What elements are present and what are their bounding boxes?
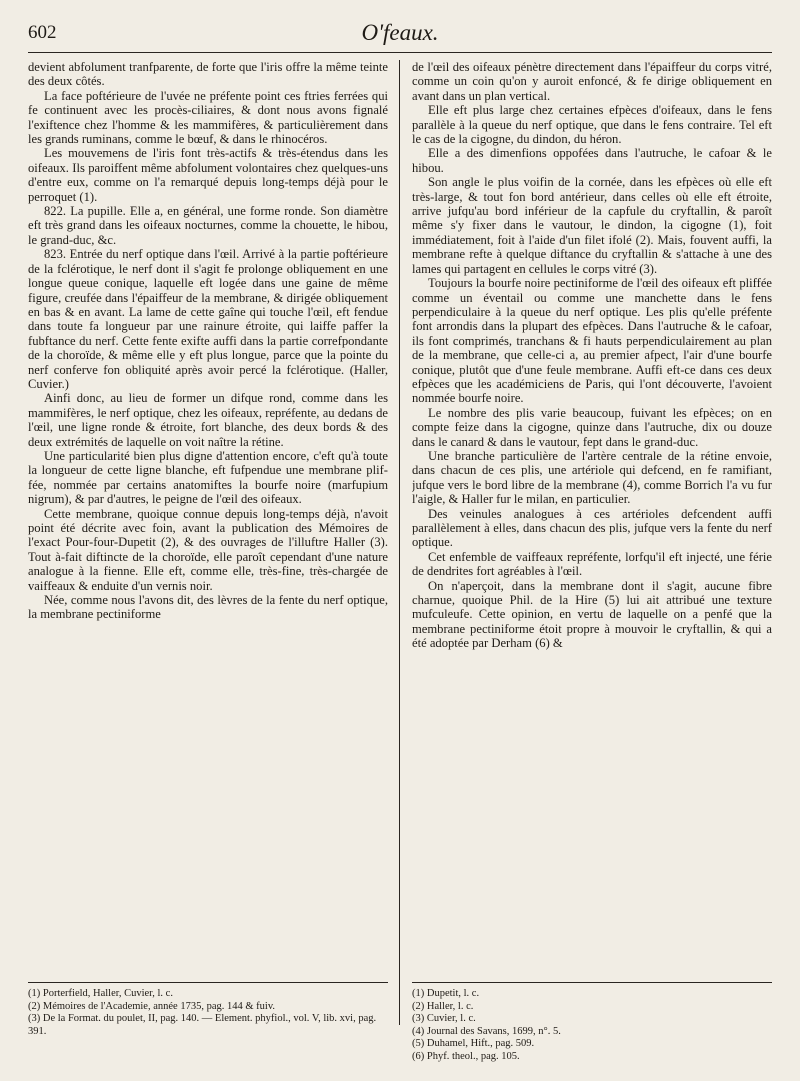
paragraph: devient abfolument tranfparente, de forte que l'iris offre la même teinte des deux côtés. [28,60,388,89]
paragraph: On n'aperçoit, dans la membrane dont il s'agit, aucune fibre charnue, quoique Phil. de la Hire (5) lui ait attribué une texture mufculeufe. Cette opinion, en vertu de laquelle on a penfé que la membrane pectiniforme étoit propre à mouvoir le cryftallin, & qui a été adoptée par Derham (6) & [412,578,772,651]
paragraph: 822. La pupille. Elle a, en général, une forme ronde. Son diamètre eft très grand dans les oifeaux nocturnes, comme la chouette, le hibou, le grand-duc, &c. [28,204,388,247]
left-column [28,60,388,980]
page-number: 602 [28,22,57,43]
footnotes-right [412,988,772,1064]
footnote: (4) Journal des Savans, 1699, n°. 5. [412,1025,561,1037]
paragraph: Ainfi donc, au lieu de former un difque rond, comme dans les mammifères, le nerf optique, chez les oifeaux, repréfente, au dedans de l'œil, une ligne ronde & étroite, fort blanche, des deux bords & des deux extrémités de laquelle on voit naître la rétine. [28,391,388,449]
header-rule [28,52,772,53]
footnote: (2) Mémoires de l'Academie, année 1735, pag. 144 & fuiv. [28,1000,276,1012]
footnote-rule-left [28,982,388,983]
paragraph: Elle a des dimenfions oppofées dans l'autruche, le cafoar & le hibou. [412,146,772,175]
footnote-rule-right [412,982,772,983]
paragraph: Cette membrane, quoique connue depuis long-temps déjà, n'avoit point été décrite avec foin, avant la publication des Mémoires de l'exact Pour-four-Dupetit (2), & des ouvrages de l'illuftre Haller (3). Tout à-fait diftincte de la choroïde, elle paroît cependant d'une nature analogue à la fienne. Elle eft, comme elle, très-fine, très-chargée de vaiffeaux & enduite d'un vernis noir. [28,506,388,593]
right-column [412,60,772,980]
paragraph: Une particularité bien plus digne d'attention encore, c'eft qu'à toute la longueur de cette ligne blanche, eft fufpendue une membrane plif-fée, nommée par certains anatomiftes la bourfe noire (marfupium nigrum), & par d'autres, le peigne de l'œil des oifeaux. [28,448,388,507]
footnote: (5) Duhamel, Hift., pag. 509. [412,1038,535,1050]
paragraph: Des veinules analogues à ces artérioles defcendent auffi parallèlement à elles, dans chacun des plis, jufque vers la fente du nerf optique. [412,506,772,550]
footnote: (6) Phyf. theol., pag. 105. [412,1050,520,1062]
paragraph: Une branche particulière de l'artère centrale de la rétine envoie, dans chacun de ces plis, une artériole qui defcend, en fe ramifiant, jufque vers le bord libre de la membrane (4), comme Borrich l'a vu fur l'aigle, & Haller fur le milan, en particulier. [412,448,772,507]
footnote: (3) Cuvier, l. c. [412,1013,476,1025]
paragraph: La face poftérieure de l'uvée ne préfente point ces ftries ferrées qui fe continuent avec les procès-ciliaires, & dont nous avons fignalé l'exiftence chez l'homme & les mammifères, & particulièrement dans les grands ruminans, comme le bœuf, & dans le rhinocéros. [28,88,388,147]
footnote: (3) De la Format. du poulet, II, pag. 140. — Element. phyfiol., vol. V, lib. xvi, pag. 391. [28,1013,377,1037]
footnote: (1) Dupetit, l. c. [412,988,480,999]
paragraph: Elle eft plus large chez certaines efpèces d'oifeaux, dans le fens parallèle à la queue du nerf optique, que dans le fens contraire. Tel eft le cas de la cigogne, du dindon, du héron. [412,103,772,147]
paragraph: Le nombre des plis varie beaucoup, fuivant les efpèces; on en compte feize dans la cigogne, quinze dans l'autruche, dix ou douze dans le canard & dans le vautour, fept dans le grand-duc. [412,405,772,449]
paragraph: 823. Entrée du nerf optique dans l'œil. Arrivé à la partie poftérieure de la fclérotique, le nerf dont il s'agit fe prolonge obliquement en une longue queue conique, laquelle eft logée dans une gaine de même figure, creufée dans l'épaiffeur de la membrane, & dirigée obliquement en bas & en avant. La lame de cette gaîne qui touche l'œil, eft fendue dans toute fa longueur par une rainure étroite, qui laiffe paffer la fubftance du nerf. Cette fente exifte auffi dans la partie correfpondante de la choroïde, & même elle y eft plus longue, parce que la pointe du nerf conferve fon obliquité après avoir percé la fclérotique. (Haller, Cuvier.) [28,247,388,391]
paragraph: Cet enfemble de vaiffeaux repréfente, lorfqu'il eft injecté, une férie de dendrites fort agréables à l'œil. [412,549,772,579]
running-title: O'feaux. [361,20,439,45]
paragraph: Les mouvemens de l'iris font très-actifs & très-étendus dans les oifeaux. Ils paroiffent même abfolument volontaires chez quelques-uns d'entre eux, comme on l'a remarqué depuis long-temps déjà pour le perroquet (1). [28,146,388,204]
paragraph: Son angle le plus voifin de la cornée, dans les efpèces où elle eft très-large, & tout fon bord antérieur, dans celles où elle eft étroite, arrive jufqu'au bord inférieur de la capfule du cryftallin, & paroît même s'y fixer dans le vautour, le dindon, la cigogne (1), foit immédiatement, foit à l'aide d'un filet ifolé (2). Mais, fouvent auffi, la membrane refte à quelque diftance du cryftallin & s'attache à une des lames qui partagent en cellules le corps vitré (3). [412,175,772,276]
paragraph: Née, comme nous l'avons dit, des lèvres de la fente du nerf optique, la membrane pectiniforme [28,593,388,622]
page-header [28,20,772,52]
paragraph: de l'œil des oifeaux pénètre directement dans l'épaiffeur du corps vitré, comme un coin qu'on y auroit enfoncé, & fe dirige obliquement en avant dans un plan vertical. [412,60,772,103]
footnote: (2) Haller, l. c. [412,1000,474,1012]
footnote: (1) Porterfield, Haller, Cuvier, l. c. [28,988,173,999]
paragraph: Toujours la bourfe noire pectiniforme de l'œil des oifeaux eft pliffée comme un éventail ou comme une manchette dans le fens perpendiculaire à la queue du nerf optique. Les plis qu'elle préfente font arrondis dans la plupart des efpèces. Dans l'autruche & le cafoar, ils font comprimés, tranchans & fi hauts perpendiculairement au plan de la membrane, que celle-ci a, au premier afpect, l'air d'une bourfe conique, plutôt que d'une feule membrane. Auffi eft-ce dans ces deux efpèces que les académiciens de Paris, qui l'ont découverte, l'avoient nommée bourfe noire. [412,276,772,406]
column-divider [399,60,400,1025]
footnotes-left [28,988,388,1038]
